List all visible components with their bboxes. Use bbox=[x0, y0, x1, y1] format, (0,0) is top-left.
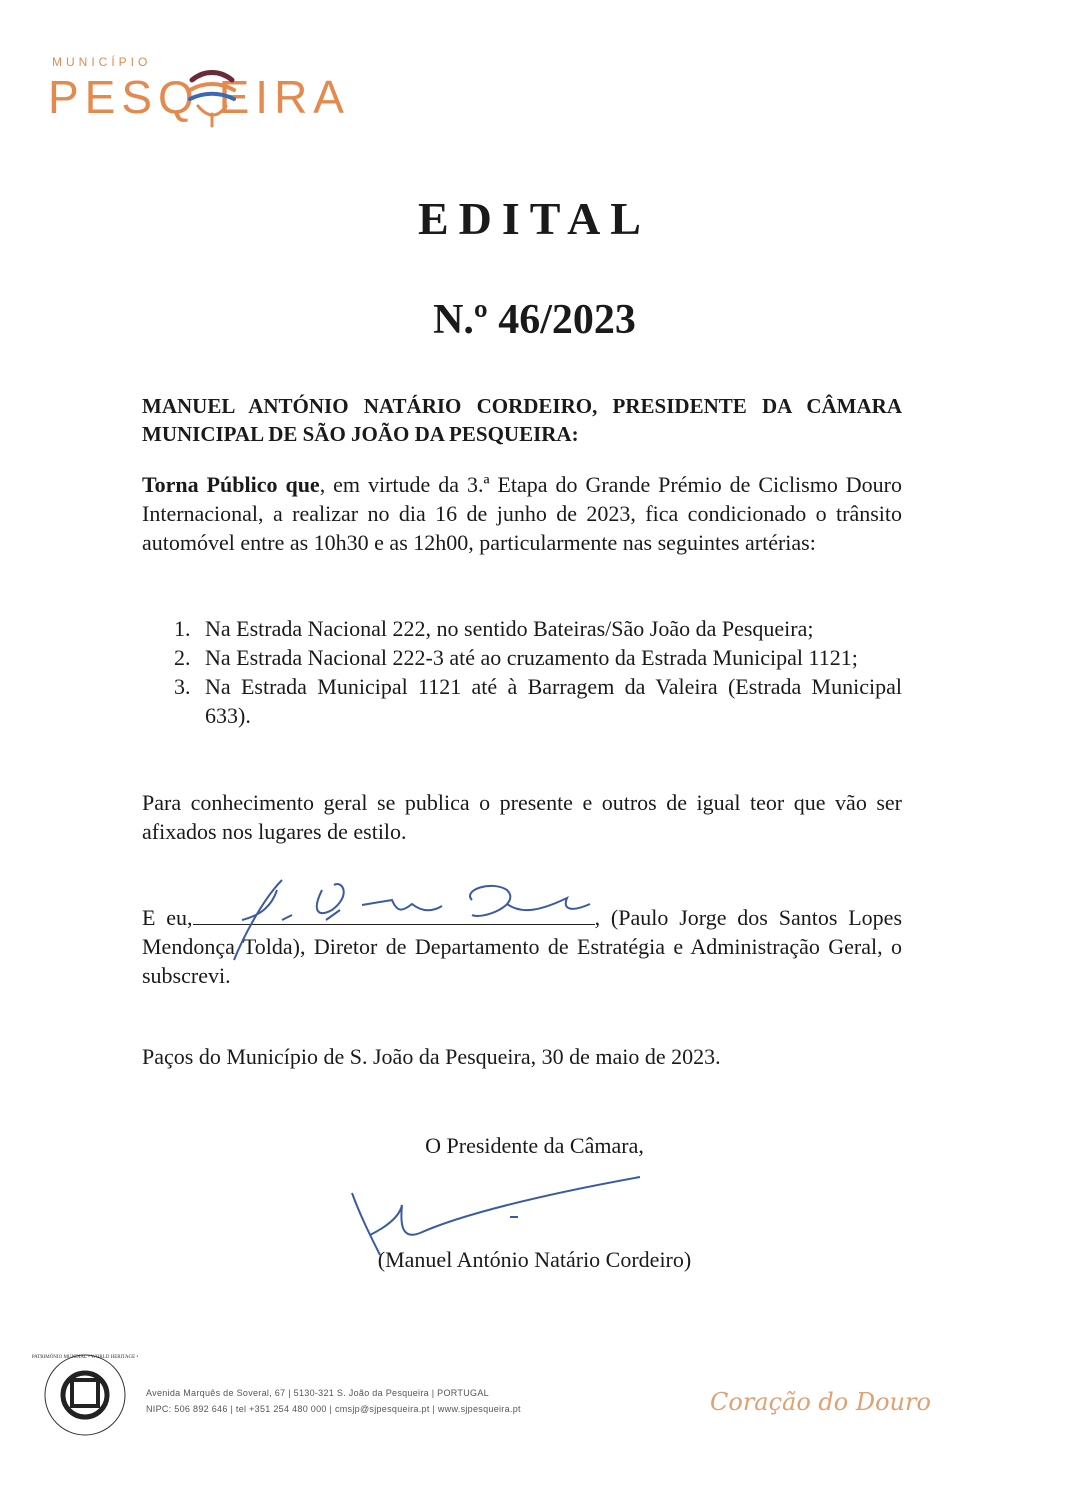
footer-address: Avenida Marquês de Soveral, 67 | 5130-321 S. João da Pesqueira | PORTUGAL bbox=[146, 1388, 489, 1398]
list-item-number: 2. bbox=[174, 645, 191, 670]
list-item-text: Na Estrada Nacional 222-3 até ao cruzamento da Estrada Municipal 1121; bbox=[205, 645, 858, 670]
intro-paragraph bbox=[142, 470, 902, 557]
logo-emblem-icon bbox=[184, 66, 240, 128]
list-item bbox=[142, 614, 902, 643]
list-item-text: Na Estrada Nacional 222, no sentido Bateiras/São João da Pesqueira; bbox=[205, 616, 814, 641]
document-heading: MANUEL ANTÓNIO NATÁRIO CORDEIRO, PRESIDENTE DA CÂMARA MUNICIPAL DE SÃO JOÃO DA PESQUEIRA: bbox=[142, 394, 902, 446]
subscribe-prefix: E eu, bbox=[142, 905, 193, 930]
subscribe-suffix: , (Paulo Jorge dos Santos Lopes Mendonça Tolda), Diretor de Departamento de Estratégia e Administração Geral, o subscrevi. bbox=[142, 905, 903, 988]
document-title: EDITAL bbox=[418, 193, 651, 244]
place-date: Paços do Município de S. João da Pesqueira, 30 de maio de 2023. bbox=[142, 1044, 721, 1069]
list-item bbox=[142, 672, 902, 730]
logo-subtitle: MUNICÍPIO bbox=[52, 55, 152, 69]
footer-slogan: Coração do Douro bbox=[710, 1388, 931, 1416]
logo-wordmark: PESQ EIRA bbox=[48, 71, 350, 123]
list-item bbox=[142, 643, 902, 672]
road-list bbox=[142, 614, 902, 730]
document-number: N.º 46/2023 bbox=[433, 297, 636, 343]
director-signature-icon bbox=[222, 860, 642, 970]
intro-text: , em virtude da 3.ª Etapa do Grande Prémio de Ciclismo Douro Internacional, a realizar no dia 16 de junho de 2023, fica condicionado o trânsito automóvel entre as 10h30 e as 12h00, particularmente nas seguintes artérias: bbox=[142, 472, 903, 555]
intro-bold: Torna Público que bbox=[142, 472, 320, 497]
seal-text: PATRIMÓNIO MUNDIAL • WORLD HERITAGE • bbox=[31, 1355, 139, 1360]
list-item-number: 1. bbox=[174, 616, 191, 641]
list-item-text: Na Estrada Municipal 1121 até à Barragem da Valeira (Estrada Municipal 633). bbox=[205, 674, 902, 728]
list-item-number: 3. bbox=[174, 674, 191, 699]
world-heritage-seal-icon bbox=[31, 1350, 139, 1440]
publication-paragraph: Para conhecimento geral se publica o presente e outros de igual teor que vão ser afixados nos lugares de estilo. bbox=[142, 790, 902, 844]
president-title: O Presidente da Câmara, bbox=[425, 1133, 644, 1158]
footer-contacts: NIPC: 506 892 646 | tel +351 254 480 000 | cmsjp@sjpesqueira.pt | www.sjpesqueira.pt bbox=[146, 1404, 521, 1414]
president-name: (Manuel António Natário Cordeiro) bbox=[377, 1247, 692, 1272]
